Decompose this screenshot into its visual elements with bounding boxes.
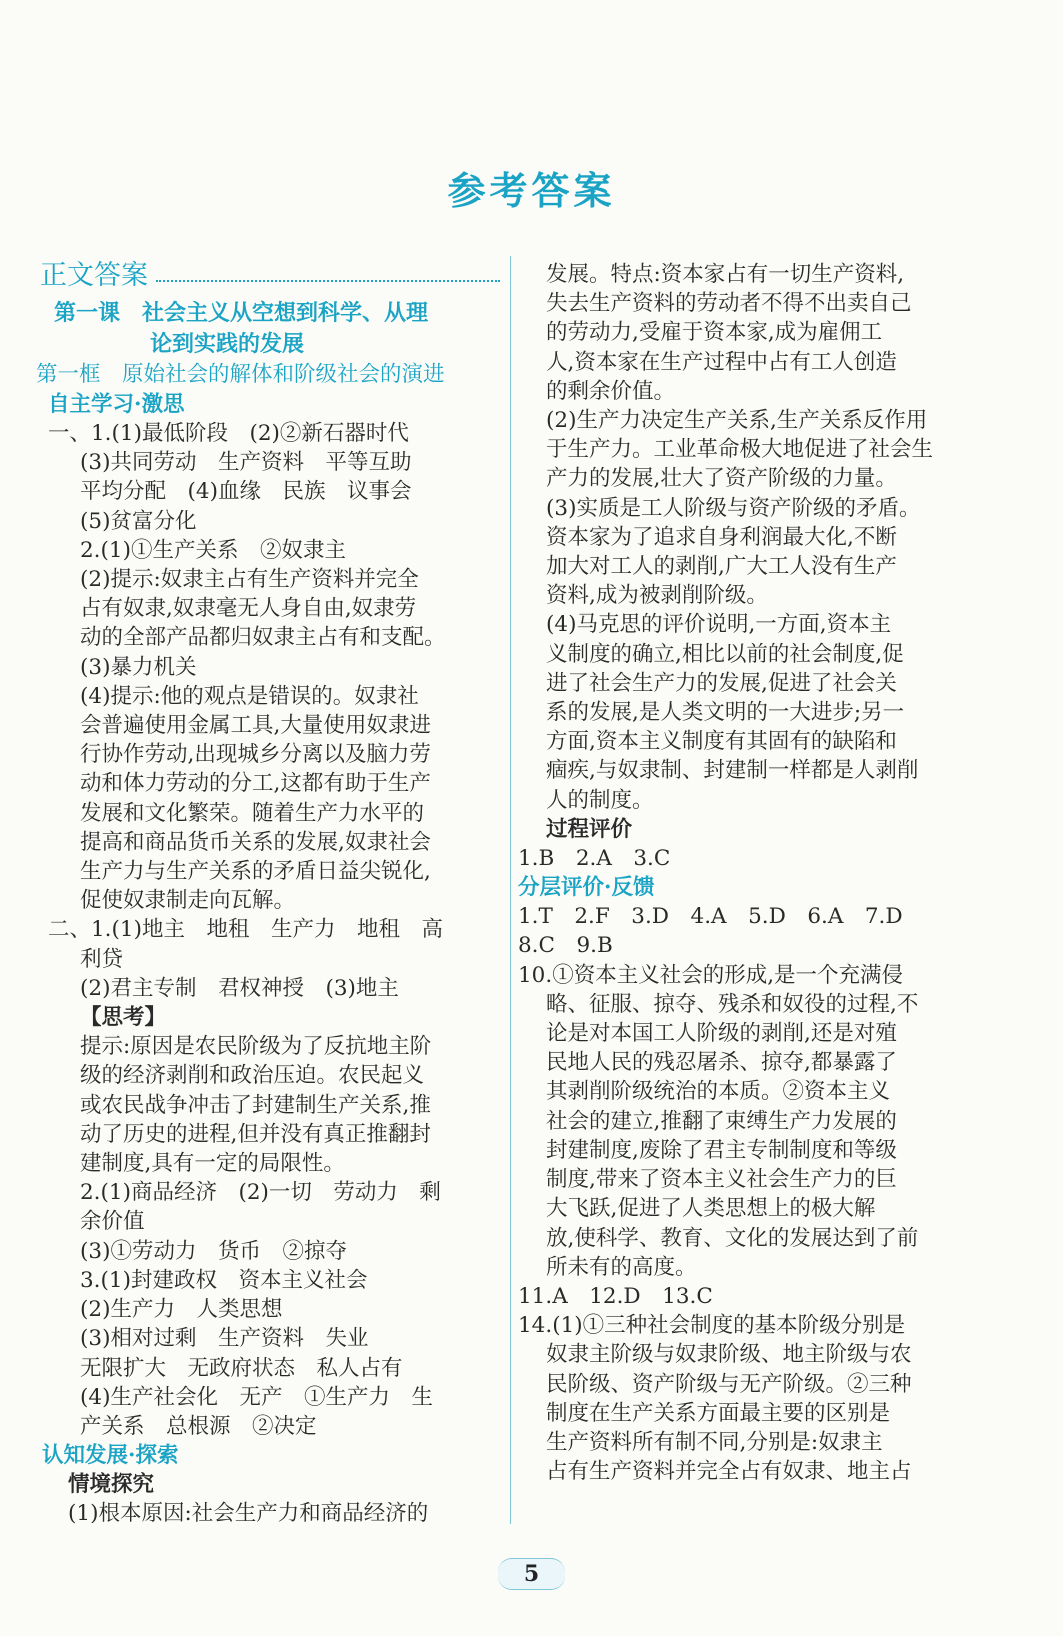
answer-line: 8.C 9.B [518,933,613,959]
answer-line: 占有生产资料并完全占有奴隶、地主占 [546,1459,912,1485]
answer-line: 生产资料所有制不同,分别是:奴隶主 [546,1429,883,1455]
answer-line: 2.(1)商品经济 (2)一切 劳动力 剩 [80,1180,441,1206]
answer-line: (2)君主专制 君权神授 (3)地主 [80,975,399,1001]
answer-line: 提高和商品货币关系的发展,奴隶社会 [80,829,431,855]
answer-line: 民阶级、资产阶级与无产阶级。②三种 [546,1371,912,1397]
answer-line: 人,资本家在生产过程中占有工人创造 [546,349,897,375]
scene-inquiry-label: 情境探究 [68,1472,155,1498]
process-evaluation-label: 过程评价 [546,816,633,842]
answer-line: (2)生产力决定生产关系,生产关系反作用 [546,408,928,434]
answer-line: (3)共同劳动 生产资料 平等互助 [80,450,412,476]
lesson-title-line1: 第一课 社会主义从空想到科学、从理 [54,300,429,326]
answer-line: 方面,资本主义制度有其固有的缺陷和 [546,729,897,755]
answer-line: 产力的发展,壮大了资产阶级的力量。 [546,466,897,492]
answer-line: 会普遍使用金属工具,大量使用奴隶进 [80,713,431,739]
answer-line: 奴隶主阶级与奴隶阶级、地主阶级与农 [546,1342,912,1368]
answer-line: 民地人民的残忍屠杀、掠夺,都暴露了 [546,1050,897,1076]
answer-line: 11.A 12.D 13.C [518,1283,713,1309]
dotted-rule [156,280,500,282]
answer-line: 2.(1)①生产关系 ②奴隶主 [80,537,346,563]
answer-line: 制度在生产关系方面最主要的区别是 [546,1400,891,1426]
answer-line: 资料,成为被剥削阶级。 [546,583,768,609]
answer-line: 论是对本国工人阶级的剥削,还是对殖 [546,1021,897,1047]
think-label: 【思考】 [80,1005,167,1031]
frame-title: 第一框 原始社会的解体和阶级社会的演进 [36,362,445,387]
answer-line: 二、1.(1)地主 地租 生产力 地租 高 [48,917,443,943]
answer-line: 其剥削阶级统治的本质。②资本主义 [546,1079,891,1105]
page-number [0,1558,1063,1590]
answer-line: 发展。特点:资本家占有一切生产资料, [546,262,905,287]
answer-line: 人的制度。 [546,787,654,813]
answer-line: (4)生产社会化 无产 ①生产力 生 [80,1384,433,1410]
left-lines-a [40,419,500,915]
answer-line: 略、征服、掠夺、残杀和奴役的过程,不 [546,991,919,1017]
answer-line: (5)贫富分化 [80,508,197,534]
answer-line: (3)暴力机关 [80,654,197,680]
subsection-cognitive-development: 认知发展·探索 [42,1443,179,1469]
answer-line: 无限扩大 无政府状态 私人占有 [80,1355,403,1381]
answer-line: (3)实质是工人阶级与资产阶级的矛盾。 [546,495,921,521]
answer-line: 失去生产资料的劳动者不得不出卖自己 [546,291,912,317]
answer-line: 平均分配 (4)血缘 民族 议事会 [80,479,412,505]
process-answers: 1.B 2.A 3.C [518,846,671,872]
subsection-self-study: 自主学习·激思 [48,392,185,417]
page-title: 参考答案 [447,168,616,213]
answer-line: 1.T 2.F 3.D 4.A 5.D 6.A 7.D [518,904,903,930]
right-column [518,260,984,1486]
answer-line: 3.(1)封建政权 资本主义社会 [80,1267,368,1293]
answer-line: 于生产力。工业革命极大地促进了社会生 [546,437,934,463]
answer-line: (2)生产力 人类思想 [80,1297,283,1323]
answer-line: 放,使科学、教育、文化的发展达到了前 [546,1225,919,1251]
answer-line: 系的发展,是人类文明的一大进步;另一 [546,700,905,726]
right-lines-a [536,260,984,815]
answer-line: 或农民战争冲击了封建制生产关系,推 [80,1092,431,1118]
answer-line: 资本家为了追求自身利润最大化,不断 [546,524,897,550]
answer-line: 10.①资本主义社会的形成,是一个充满侵 [518,962,904,988]
answer-line: 所未有的高度。 [546,1254,697,1280]
right-lines-b [518,902,984,1486]
answer-line: 的剩余价值。 [546,378,676,404]
answer-line: (3)①劳动力 货币 ②掠夺 [80,1238,347,1264]
answer-line: 余价值 [80,1209,145,1235]
answer-line: 痼疾,与奴隶制、封建制一样都是人剥削 [546,758,919,784]
answer-line: (4)提示:他的观点是错误的。奴隶社 [80,683,419,709]
left-column [36,258,500,1529]
answer-line: 社会的建立,推翻了束缚生产力发展的 [546,1108,897,1134]
answer-line: 动和体力劳动的分工,这都有助于生产 [80,771,431,797]
section-header-label: 正文答案 [40,260,148,292]
answer-line: (4)马克思的评价说明,一方面,资本主 [546,612,892,638]
answer-line: 义制度的确立,相比以前的社会制度,促 [546,641,904,667]
answer-line: (1)根本原因:社会生产力和商品经济的 [68,1501,429,1527]
answer-line: 发展和文化繁荣。随着生产力水平的 [80,800,425,826]
left-lines-b [40,915,500,1441]
answer-line: 进了社会生产力的发展,促进了社会关 [546,670,897,696]
answer-line: (2)提示:奴隶主占有生产资料并完全 [80,567,419,593]
answer-line: 生产力与生产关系的矛盾日益尖锐化, [80,859,431,885]
lesson-title [40,298,500,360]
answer-line: 产关系 总根源 ②决定 [80,1413,317,1439]
answer-line: (3)相对过剩 生产资料 失业 [80,1326,369,1352]
subsection-layered-evaluation: 分层评价·反馈 [518,875,655,901]
answer-line: 级的经济剥削和政治压迫。农民起义 [80,1063,425,1089]
answer-line: 制度,带来了资本主义社会生产力的巨 [546,1167,897,1193]
answer-line: 行协作劳动,出现城乡分离以及脑力劳 [80,742,431,768]
answer-line: 加大对工人的剥削,广大工人没有生产 [546,554,897,580]
answer-line: 一、1.(1)最低阶段 (2)②新石器时代 [48,421,409,446]
answer-line: 的劳动力,受雇于资本家,成为雇佣工 [546,320,883,346]
answer-line: 建制度,具有一定的局限性。 [80,1151,345,1177]
page-number-label: 5 [498,1558,565,1590]
answer-line: 动了历史的进程,但并没有真正推翻封 [80,1121,431,1147]
answer-line: 封建制度,废除了君主专制制度和等级 [546,1137,897,1163]
answer-line: 占有奴隶,奴隶毫无人身自由,奴隶劳 [80,596,417,622]
section-header [40,258,500,294]
answer-line: 动的全部产品都归奴隶主占有和支配。 [80,625,446,651]
answer-line: 14.(1)①三种社会制度的基本阶级分别是 [518,1313,906,1339]
answer-line: 利贷 [80,946,124,972]
answer-line: 促使奴隶制走向瓦解。 [80,888,296,914]
answer-line: 大飞跃,促进了人类思想上的极大解 [546,1196,876,1222]
column-divider [510,256,511,1524]
lesson-title-line2: 论到实践的发展 [150,331,305,357]
answer-line: 提示:原因是农民阶级为了反抗地主阶 [80,1034,432,1060]
